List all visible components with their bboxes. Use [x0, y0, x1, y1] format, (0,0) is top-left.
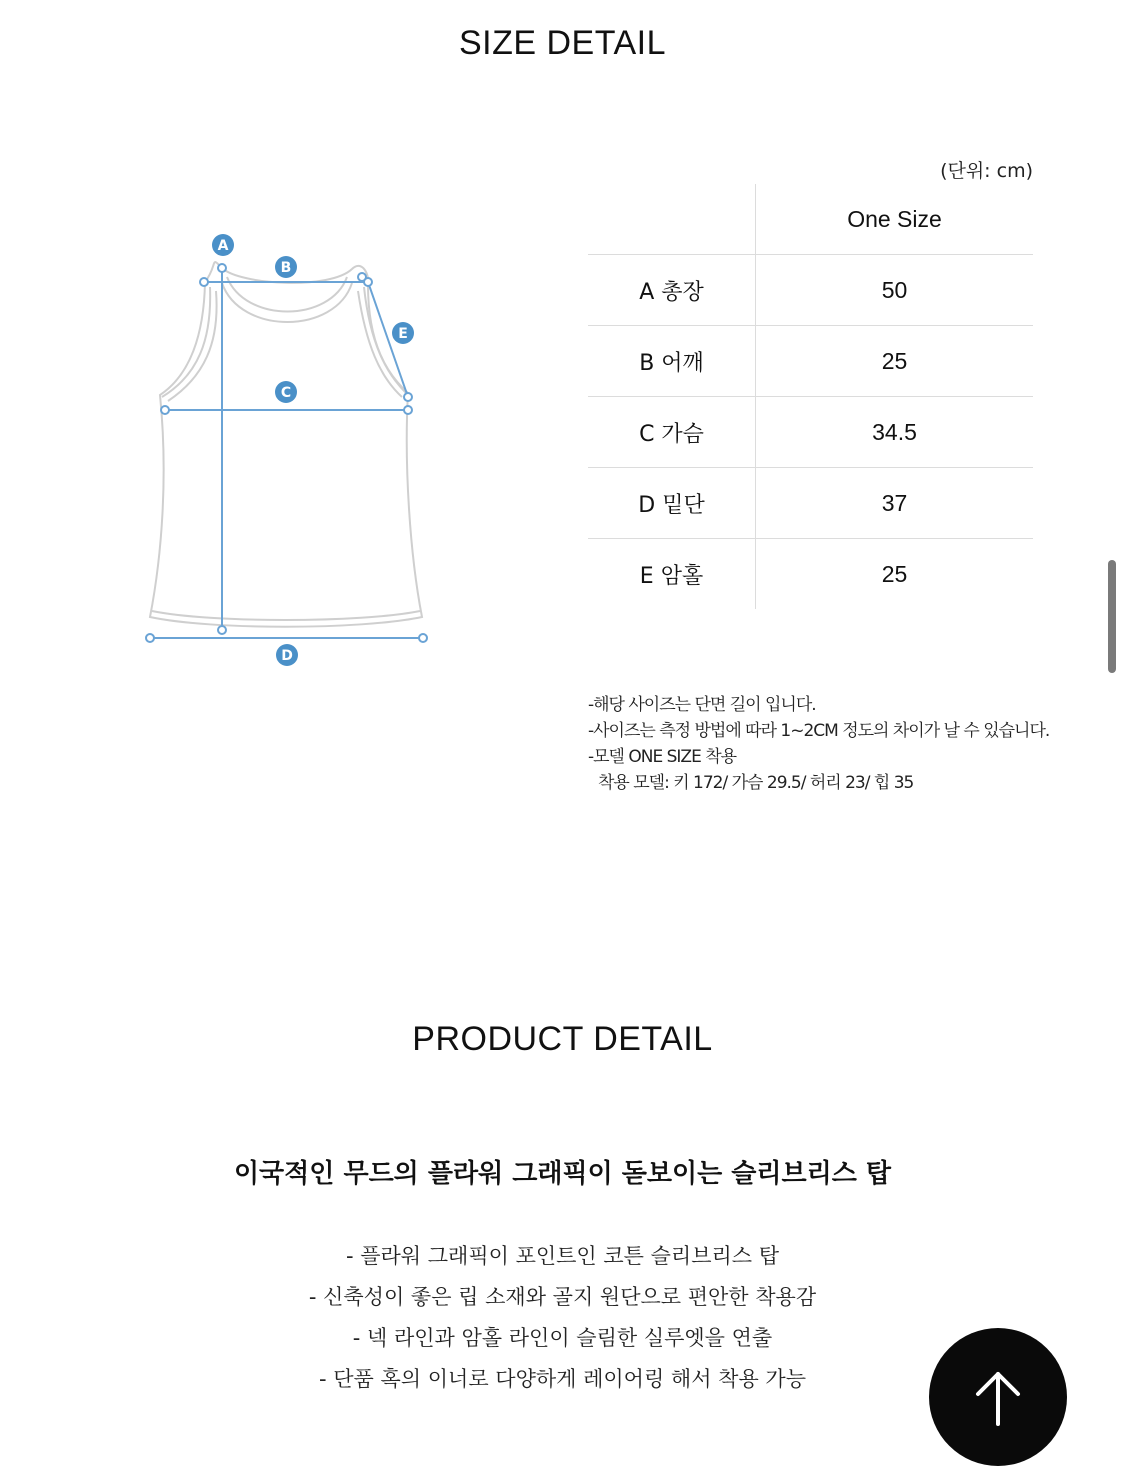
row-label: E 암홀 [588, 539, 756, 610]
tank-top-outline-icon [150, 262, 422, 627]
size-diagram [130, 225, 450, 675]
diagram-label-c [275, 381, 297, 403]
svg-text:B: B [280, 260, 292, 276]
row-value: 34.5 [756, 397, 1034, 468]
svg-text:A: A [217, 238, 229, 254]
arrow-up-icon [970, 1366, 1026, 1428]
unit-label: (단위: cm) [940, 160, 1033, 182]
feature-line: - 신축성이 좋은 립 소재와 골지 원단으로 편안한 착용감 [308, 1285, 817, 1309]
table-row [588, 326, 1033, 397]
note-line: -사이즈는 측정 방법에 따라 1~2CM 정도의 차이가 날 수 있습니다. [588, 721, 1050, 741]
product-detail-title: PRODUCT DETAIL [412, 1020, 713, 1058]
table-row [588, 468, 1033, 539]
row-label: C 가슴 [588, 397, 756, 468]
scrollbar-thumb[interactable] [1108, 560, 1116, 673]
measurement-lines [146, 264, 427, 642]
diagram-label-a [212, 234, 234, 256]
row-value: 37 [756, 468, 1034, 539]
back-to-top-button[interactable] [929, 1328, 1067, 1466]
row-value: 50 [756, 255, 1034, 326]
table-row [588, 539, 1033, 610]
diagram-label-e [392, 322, 414, 344]
row-value: 25 [756, 326, 1034, 397]
size-notes [588, 692, 1088, 796]
row-label: B 어깨 [588, 326, 756, 397]
svg-text:E: E [398, 326, 408, 342]
table-header-one-size: One Size [847, 205, 942, 232]
table-row [588, 255, 1033, 326]
size-table [588, 184, 1033, 609]
svg-text:D: D [281, 648, 293, 664]
note-line: 착용 모델: 키 172/ 가슴 29.5/ 허리 23/ 힙 35 [598, 773, 914, 793]
row-label: A 총장 [588, 255, 756, 326]
diagram-label-d [276, 644, 298, 666]
row-value: 25 [756, 539, 1034, 610]
row-label: D 밑단 [588, 468, 756, 539]
table-row [588, 397, 1033, 468]
note-line: -모델 ONE SIZE 착용 [588, 747, 737, 767]
table-header-empty [588, 184, 756, 255]
feature-line: - 단품 혹의 이너로 다양하게 레이어링 해서 착용 가능 [319, 1367, 806, 1391]
diagram-label-b [275, 256, 297, 278]
table-header-row [588, 184, 1033, 255]
note-line: -해당 사이즈는 단면 길이 입니다. [588, 695, 816, 715]
size-detail-title: SIZE DETAIL [458, 24, 667, 62]
feature-line: - 넥 라인과 암홀 라인이 슬림한 실루엣을 연출 [352, 1326, 773, 1350]
product-headline: 이국적인 무드의 플라워 그래픽이 돋보이는 슬리브리스 탑 [233, 1159, 892, 1189]
svg-text:C: C [280, 385, 292, 401]
feature-line: - 플라워 그래픽이 포인트인 코튼 슬리브리스 탑 [345, 1244, 780, 1268]
